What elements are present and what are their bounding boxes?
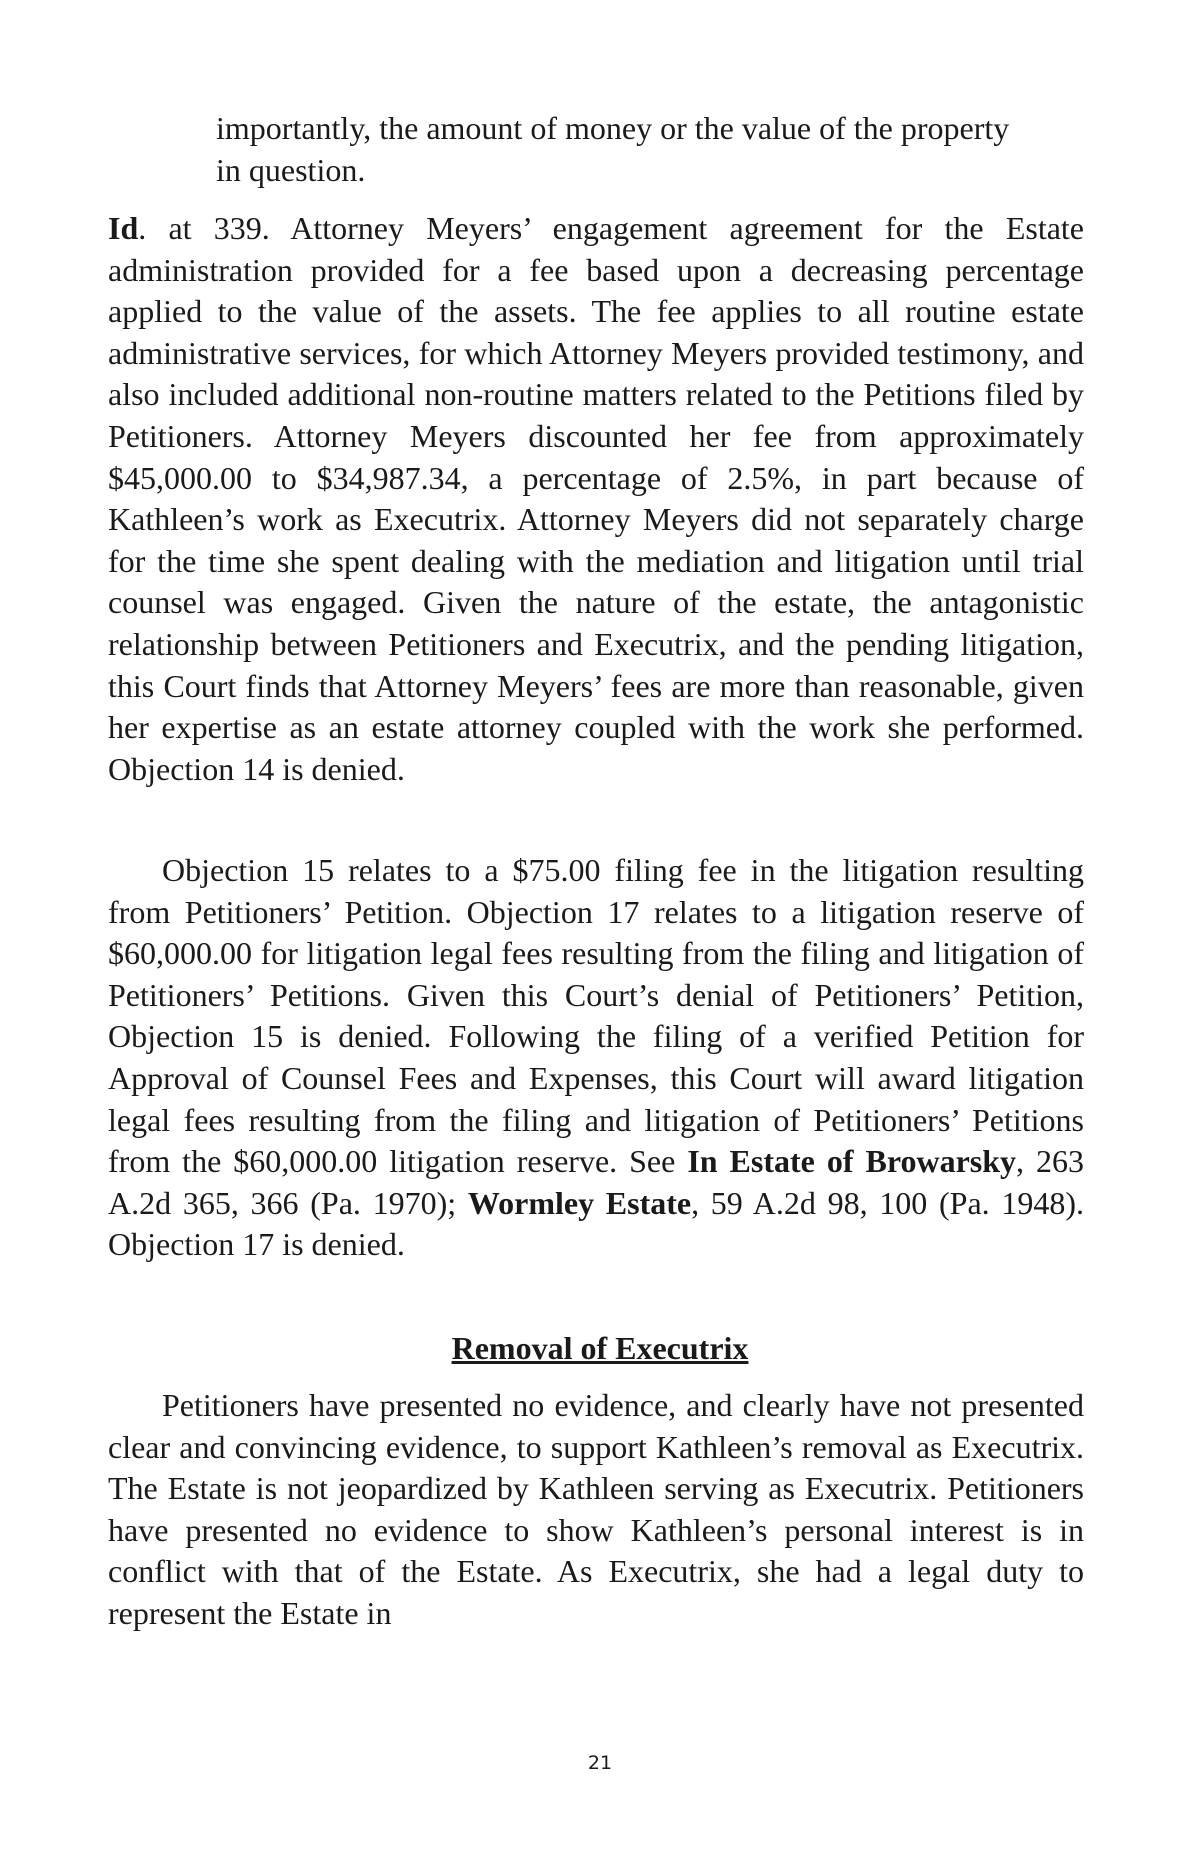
section-heading: Removal of Executrix <box>451 1330 749 1366</box>
page-number: 21 <box>587 1752 613 1774</box>
id-citation: Id <box>108 210 139 246</box>
paragraph-attorney-fees <box>108 208 1084 790</box>
paragraph-objections-15-17 <box>108 850 1084 1266</box>
block-quote-continuation: importantly, the amount of money or the value of the property in question. <box>216 110 1010 188</box>
paragraph-attorney-fees-text: . at 339. Attorney Meyers’ engagement agreement for the Estate administration provided for a fee based upon a decreasing percentage applied to the value of the assets. The fee applies to all routine estate administrative services, for which Attorney Meyers provided testimony, and also included additional non-routine matters related to the Petitions filed by Petitioners. Attorney Meyers discounted her fee from approximately $45,000.00 to $34,987.34, a percentage of 2.5%, in part because of Kathleen’s work as Executrix. Attorney Meyers did not separately charge for the time she spent dealing with the mediation and litigation until trial counsel was engaged. Given the nature of the estate, the antagonistic relationship between Petitioners and Executrix, and the pending litigation, this Court finds that Attorney Meyers’ fees are more than reasonable, given her expertise as an estate attorney coupled with the work she performed. Objection 14 is denied. <box>108 210 1084 787</box>
paragraph-text-part3: , 59 A.2d 98, 100 (Pa. 1948). Objection 17 is denied. <box>108 1184 1085 1263</box>
case-citation-browarsky: In Estate of Browarsky <box>687 1143 1017 1180</box>
paragraph-removal: Petitioners have presented no evidence, and clearly have not presented clear and convincing evidence, to support Kathleen’s removal as Executrix. The Estate is not jeopardized by Kathleen serving as Executrix. Petitioners have presented no evidence to show Kathleen’s personal interest is in conflict with that of the Estate. As Executrix, she had a legal duty to represent the Estate in <box>108 1387 1084 1631</box>
paragraph-text-part2: , 263 A.2d 365, 366 (Pa. 1970); <box>108 1143 1085 1221</box>
case-citation-wormley: Wormley Estate <box>467 1184 692 1221</box>
paragraph-text-part1: Objection 15 relates to a $75.00 filing fee in the litigation resulting from Petitioners’ Petition. Objection 17 relates to a litigation reserve of $60,000.00 for litigation legal fees resulting from the filing and litigation of Petitioners’ Petitions. Given this Court’s denial of Petitioners’ Petition, Objection 15 is denied. Following the filing of a verified Petition for Approval of Counsel Fees and Expenses, this Court will award litigation legal fees resulting from the filing and litigation of Petitioners’ Petitions from the $60,000.00 litigation reserve. See <box>108 852 1084 1180</box>
